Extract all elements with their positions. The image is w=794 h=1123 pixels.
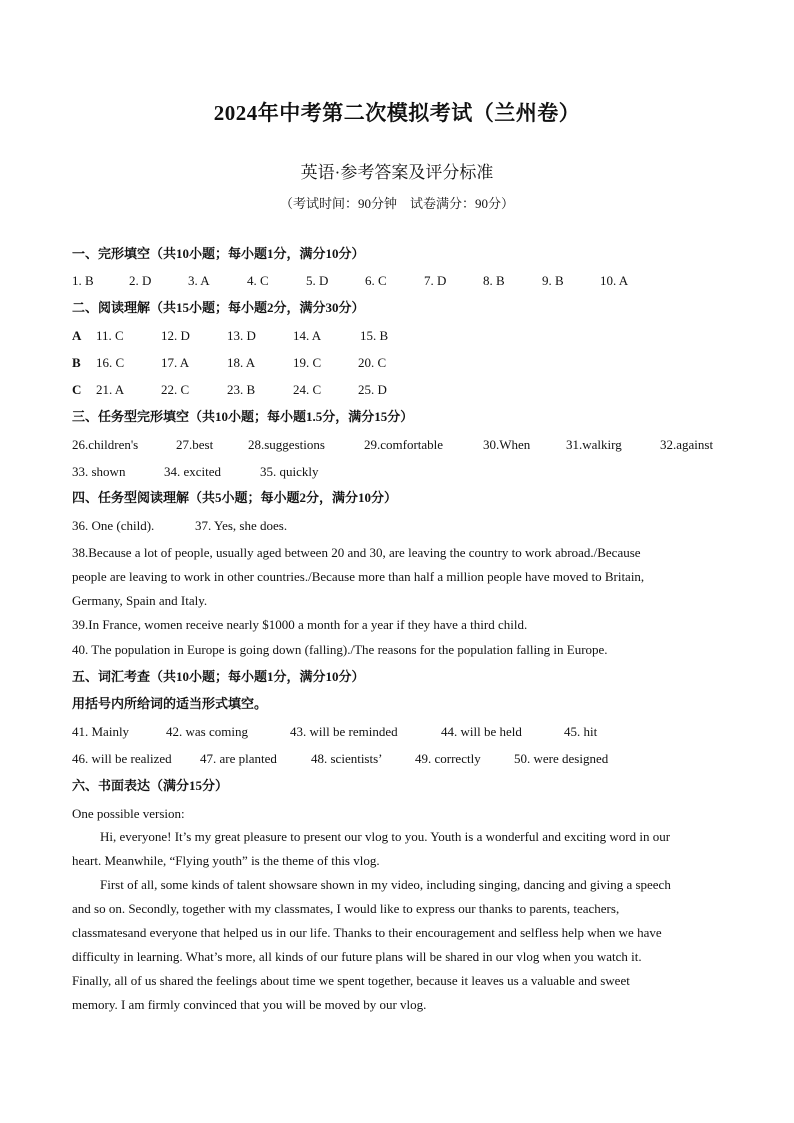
answer-item: 13. D [227, 328, 256, 343]
answer-item: 6. C [365, 273, 387, 288]
answer-38 [72, 541, 720, 613]
answer-item: 24. C [293, 382, 322, 397]
answer-item: 49. correctly [415, 751, 481, 766]
answer-item: 17. A [161, 355, 190, 370]
answer-item: 9. B [542, 273, 564, 288]
answer-item: 4. C [247, 273, 269, 288]
answer-item: 32.against [660, 437, 714, 452]
answer-item: 22. C [161, 382, 190, 397]
answer-item: 16. C [96, 355, 125, 370]
answer-item: 33. shown [72, 464, 126, 479]
answer-40: 40. The population in Europe is going down (falling)./The reasons for the population falling in Europe. [72, 642, 608, 657]
answer-item: 34. excited [164, 464, 222, 479]
answer-item: 19. C [293, 355, 322, 370]
answer-38-line: 38.Because a lot of people, usually aged between 20 and 30, are leaving the country to work abroad./Because [72, 545, 641, 560]
answer-item: 43. will be reminded [290, 724, 398, 739]
answer-item: 20. C [358, 355, 387, 370]
answer-item: 35. quickly [260, 464, 319, 479]
paragraph-line: memory. I am firmly convinced that you will be moved by our vlog. [72, 997, 427, 1012]
answer-item: 11. C [96, 328, 124, 343]
answer-item: 12. D [161, 328, 190, 343]
answer-item: 44. will be held [441, 724, 522, 739]
answer-item: 48. scientists’ [311, 751, 383, 766]
answer-item: 14. A [293, 328, 322, 343]
answer-39: 39.In France, women receive nearly $1000 a month for a year if they have a third child. [72, 617, 528, 632]
answer-item: 29.comfortable [364, 437, 444, 452]
answer-item: 41. Mainly [72, 724, 130, 739]
writing-intro: One possible version: [72, 806, 185, 821]
paragraph-line: First of all, some kinds of talent showsare shown in my video, including singing, dancing and giving a speech [100, 877, 671, 892]
answer-item: 45. hit [564, 724, 598, 739]
page-title: 2024年中考第二次模拟考试（兰州卷） [213, 101, 581, 125]
answer-item: 26.children's [72, 437, 139, 452]
answer-item: 8. B [483, 273, 505, 288]
section-heading-reading: 二、阅读理解（共15小题；每小题2分，满分30分） [72, 300, 365, 315]
answer-item: 46. will be realized [72, 751, 172, 766]
section-heading-writing: 六、书面表达（满分15分） [72, 778, 229, 793]
row-label: A [72, 328, 82, 343]
paragraph-line: difficulty in learning. What’s more, all kinds of our future plans will be shared in our vlog when you watch it. [72, 949, 642, 964]
answer-item: 30.When [483, 437, 531, 452]
page-subtitle: 英语·参考答案及评分标准 [300, 163, 494, 182]
section-heading-cloze: 一、完形填空（共10小题；每小题1分，满分10分） [72, 246, 365, 261]
answer-item: 7. D [424, 273, 447, 288]
row-label: C [72, 382, 82, 397]
answer-item: 21. A [96, 382, 125, 397]
section-heading-vocabulary: 五、词汇考查（共10小题；每小题1分，满分10分） [72, 669, 365, 684]
row-label: B [72, 355, 81, 370]
vocabulary-instruction: 用括号内所给词的适当形式填空。 [72, 696, 268, 711]
answer-item: 5. D [306, 273, 329, 288]
paragraph-line: Hi, everyone! It’s my great pleasure to present our vlog to you. Youth is a wonderful and exciting word in our [100, 829, 671, 844]
writing-paragraph-2 [72, 873, 720, 1017]
exam-info: （考试时间：90分钟 试卷满分：90分） [279, 196, 514, 211]
answer-item: 28.suggestions [248, 437, 325, 452]
answer-item: 3. A [188, 273, 210, 288]
answer-item: 2. D [129, 273, 152, 288]
answer-item: 15. B [360, 328, 389, 343]
answer-item: 23. B [227, 382, 256, 397]
answer-item: 10. A [600, 273, 629, 288]
answer-item: 50. were designed [514, 751, 609, 766]
answer-item: 25. D [358, 382, 387, 397]
answer-item: 47. are planted [200, 751, 277, 766]
answer-38-line: Germany, Spain and Italy. [72, 593, 208, 608]
answer-item: 1. B [72, 273, 94, 288]
paragraph-line: classmatesand everyone that helped us in our life. Thanks to their encouragement and selfless help when we have [72, 925, 662, 940]
paragraph-line: and so on. Secondly, together with my classmates, I would like to express our thanks to parents, teachers, [72, 901, 620, 916]
answer-item: 31.walkirg [566, 437, 622, 452]
section-heading-task-reading: 四、任务型阅读理解（共5小题；每小题2分，满分10分） [72, 490, 398, 505]
writing-paragraph-1 [72, 825, 720, 873]
section-heading-task-cloze: 三、任务型完形填空（共10小题；每小题1.5分，满分15分） [72, 409, 414, 424]
answer-37: 37. Yes, she does. [195, 518, 288, 533]
answer-38-line: people are leaving to work in other countries./Because more than half a million people have moved to Britain, [72, 569, 645, 584]
answer-item: 42. was coming [166, 724, 248, 739]
answer-item: 18. A [227, 355, 256, 370]
paragraph-line: Finally, all of us shared the feelings about time we spent together, because it leaves us a valuable and sweet [72, 973, 630, 988]
answer-36: 36. One (child). [72, 518, 155, 533]
paragraph-line: heart. Meanwhile, “Flying youth” is the theme of this vlog. [72, 853, 380, 868]
answer-item: 27.best [176, 437, 214, 452]
